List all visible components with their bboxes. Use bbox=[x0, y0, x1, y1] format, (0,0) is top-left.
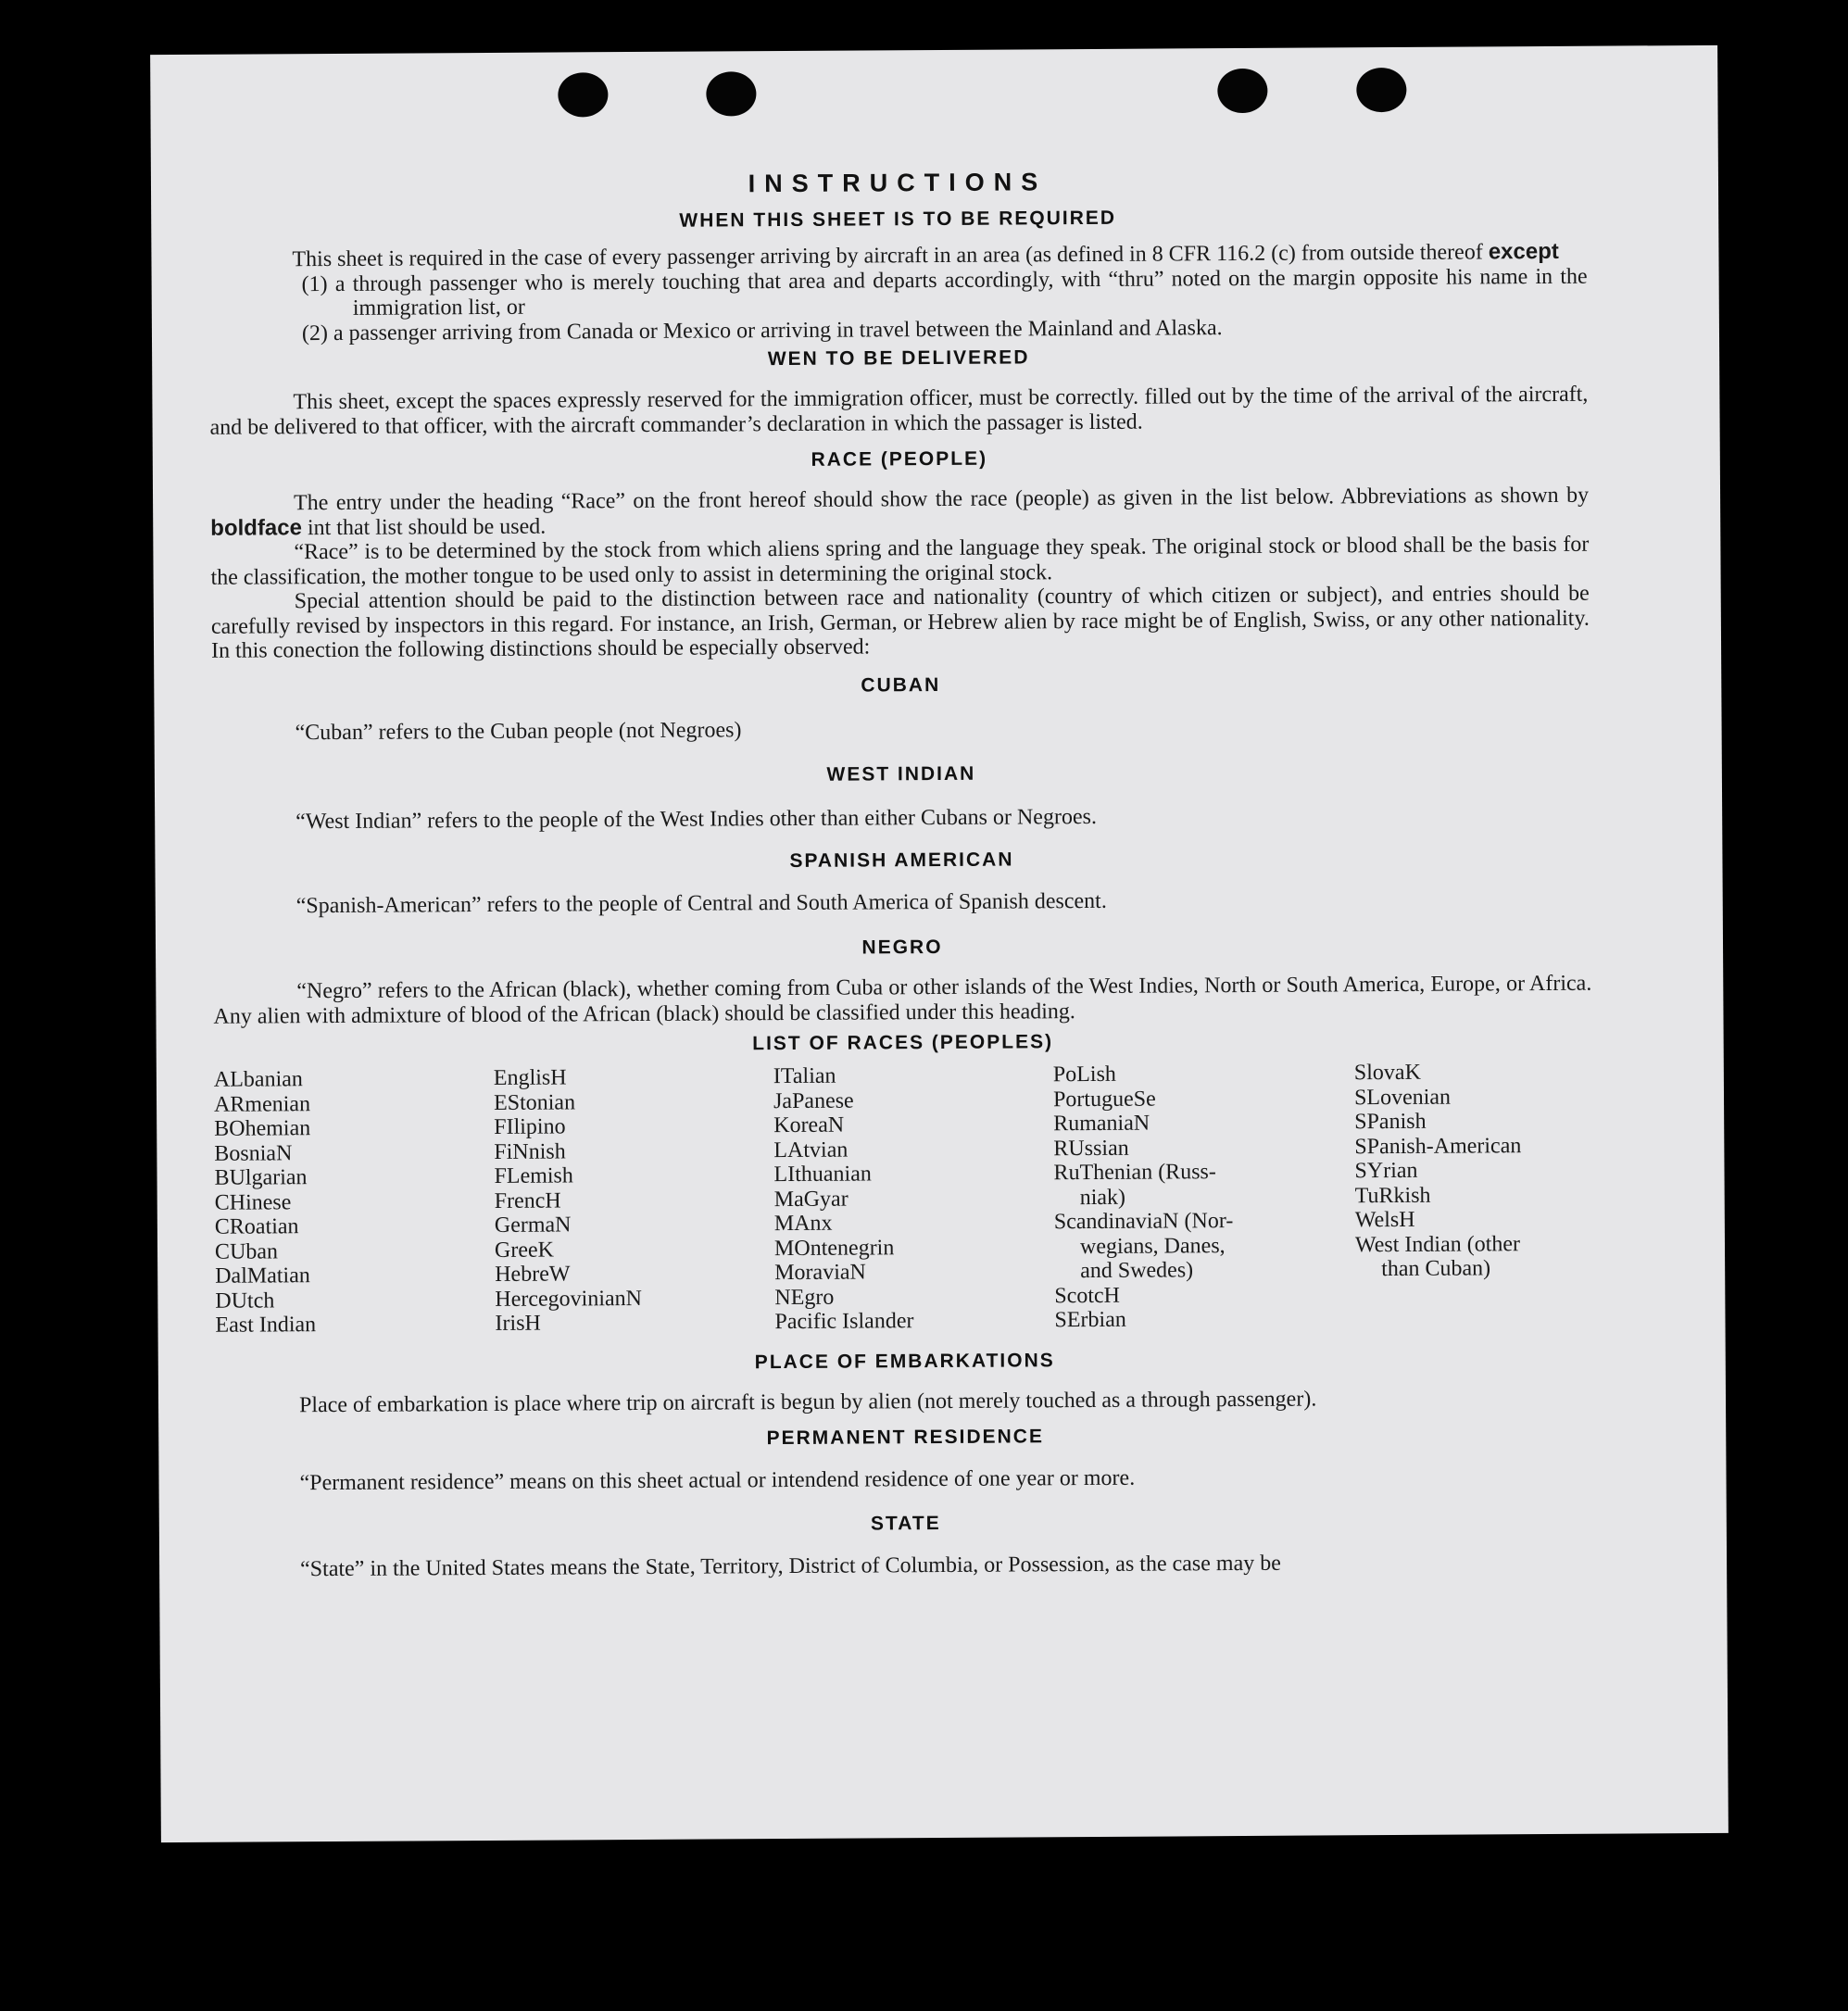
race-item: East Indian bbox=[215, 1313, 317, 1338]
west-indian-text: “West Indian” refers to the people of the West Indies other than either Cubans or Negroes. bbox=[295, 804, 1097, 835]
boldface-keyword: boldface bbox=[210, 514, 303, 541]
race-item: ScandinaviaN (Nor- bbox=[1053, 1209, 1234, 1235]
race-paragraph-3: Special attention should be paid to the distinction between race and nationality (country of which citizen or subject), and entries should be carefully revised by inspectors in this regard. For instance, an Irish, German, or Hebrew alien by race might be of English, Swiss, or any other nationality. In this conection the following distinctions should be especially observed: bbox=[210, 581, 1590, 663]
race-item-continuation: and Swedes) bbox=[1080, 1258, 1194, 1284]
section-heading-west-indian: WEST INDIAN bbox=[826, 762, 976, 786]
race-item: EnglisH bbox=[493, 1065, 567, 1090]
race-item-continuation: niak) bbox=[1079, 1185, 1126, 1210]
races-column-1 bbox=[214, 1066, 496, 1338]
race-item-continuation: wegians, Danes, bbox=[1079, 1233, 1226, 1259]
cuban-text: “Cuban” refers to the Cuban people (not Negroes) bbox=[295, 717, 742, 745]
race-item: EStonian bbox=[493, 1089, 576, 1115]
race-item: JaPanese bbox=[773, 1088, 854, 1113]
race-item: IrisH bbox=[495, 1311, 541, 1336]
race-item: MOntenegrin bbox=[773, 1235, 895, 1261]
race-item: FrencH bbox=[494, 1188, 561, 1213]
section-heading-race: RACE (PEOPLE) bbox=[811, 447, 988, 471]
race-item: WelsH bbox=[1354, 1207, 1415, 1233]
race-paragraph-1: The entry under the heading “Race” on the front hereof should show the race (people) as given in the list below. Abbreviations as shown by boldface int that list should be used. bbox=[210, 483, 1590, 541]
punch-hole bbox=[1217, 69, 1267, 113]
race-item: MAnx bbox=[773, 1211, 833, 1237]
race-item: SErbian bbox=[1054, 1307, 1126, 1333]
exception-item-1: (1) a through passenger who is merely touching that area and departs accordingly, with “thru” noted on the margin opposite his name in the immigration list, or bbox=[301, 264, 1588, 321]
race-item: SLovenian bbox=[1353, 1085, 1452, 1110]
race-item: ITalian bbox=[773, 1063, 836, 1089]
state-text: “State” in the United States means the State, Territory, District of Columbia, or Possession, as the case may be bbox=[300, 1551, 1281, 1581]
section-heading-state: STATE bbox=[870, 1512, 941, 1534]
section-heading-permanent-residence: PERMANENT RESIDENCE bbox=[766, 1426, 1045, 1450]
races-column-3 bbox=[773, 1062, 1055, 1334]
race-item: BosniaN bbox=[214, 1140, 293, 1166]
race-paragraph-2: “Race” is to be determined by the stock from which aliens spring and the language they speak. The original stock or blood shall be the basis for the classification, the mother tongue to be used only to assist in determining the original stock. bbox=[210, 532, 1590, 590]
section-heading-when-delivered: WEN TO BE DELIVERED bbox=[767, 346, 1030, 371]
race-item: SYrian bbox=[1354, 1158, 1418, 1184]
section-heading-negro: NEGRO bbox=[861, 936, 943, 959]
race-item: DalMatian bbox=[215, 1263, 310, 1288]
section-heading-list-of-races: LIST OF RACES (PEOPLES) bbox=[752, 1031, 1054, 1055]
section-heading-embarkation: PLACE OF EMBARKATIONS bbox=[754, 1349, 1055, 1373]
spanish-american-text: “Spanish-American” refers to the people of Central and South America of Spanish descent. bbox=[295, 888, 1107, 918]
exception-item-2: (2) a passenger arriving from Canada or Mexico or arriving in travel between the Mainland and Alaska. bbox=[301, 315, 1223, 346]
races-column-2 bbox=[494, 1064, 775, 1336]
race-item: LIthuanian bbox=[773, 1162, 872, 1188]
race-item: PortugueSe bbox=[1052, 1087, 1156, 1112]
races-list bbox=[214, 1060, 1594, 1339]
race-item: ARmenian bbox=[213, 1091, 311, 1117]
race-item: LAtvian bbox=[773, 1137, 849, 1163]
when-required-intro: This sheet is required in the case of every passenger arriving by aircraft in an area (as defined in 8 CFR 116.2 (c) from outside thereof except bbox=[292, 238, 1559, 272]
section-heading-cuban: CUBAN bbox=[861, 673, 941, 697]
race-item: NEgro bbox=[774, 1285, 835, 1310]
race-item: MaGyar bbox=[773, 1187, 849, 1212]
instructions-content bbox=[208, 165, 1595, 1582]
race-item: SlovaK bbox=[1353, 1060, 1421, 1086]
race-item: FiNnish bbox=[494, 1138, 566, 1164]
race-item: CUban bbox=[214, 1238, 279, 1264]
permanent-residence-text: “Permanent residence” means on this sheet actual or intendend residence of one year or more. bbox=[299, 1465, 1136, 1496]
race-item: RuThenian (Russ- bbox=[1053, 1160, 1216, 1186]
race-item: GermaN bbox=[494, 1213, 572, 1238]
race-item: HebreW bbox=[495, 1262, 571, 1287]
race-item: ScotcH bbox=[1054, 1283, 1121, 1308]
race-item: CRoatian bbox=[214, 1214, 299, 1239]
race-item: KoreaN bbox=[773, 1112, 845, 1138]
page-title: INSTRUCTIONS bbox=[748, 168, 1048, 198]
race-item: BUlgarian bbox=[214, 1165, 308, 1190]
race-item: SPanish bbox=[1354, 1109, 1427, 1135]
embarkation-text: Place of embarkation is place where trip on aircraft is begun by alien (not merely touched as a through passenger). bbox=[298, 1387, 1317, 1417]
race-item: ALbanian bbox=[213, 1067, 303, 1092]
race-item: West Indian (other bbox=[1354, 1231, 1521, 1257]
negro-text: “Negro” refers to the African (black), whether coming from Cuba or other islands of the West Indies, North or South America, Europe, or Africa. Any alien with admixture of blood of the African (black) should be classified under this heading. bbox=[213, 971, 1592, 1029]
race-item: GreeK bbox=[494, 1238, 555, 1263]
when-delivered-text: This sheet, except the spaces expressly reserved for the immigration officer, must be correctly. filled out by the time of the arrival of the aircraft, and be delivered to that officer, with the aircraft commander’s declaration in which the passager is listed. bbox=[209, 382, 1589, 440]
section-heading-when-required: WHEN THIS SHEET IS TO BE REQUIRED bbox=[679, 207, 1117, 232]
race-item: SPanish-American bbox=[1354, 1133, 1522, 1159]
race-item: HercegovinianN bbox=[495, 1286, 643, 1312]
race-item: FIlipino bbox=[494, 1114, 566, 1139]
race-item: PoLish bbox=[1052, 1062, 1116, 1087]
race-item: BOhemian bbox=[214, 1116, 311, 1141]
race-item: Pacific Islander bbox=[774, 1309, 914, 1335]
race-item: CHinese bbox=[214, 1189, 292, 1215]
race-item: RumaniaN bbox=[1053, 1111, 1150, 1137]
race-item: DUtch bbox=[215, 1288, 275, 1313]
race-item: MoraviaN bbox=[774, 1260, 866, 1286]
punch-hole bbox=[558, 72, 608, 117]
race-item: RUssian bbox=[1053, 1136, 1129, 1161]
races-column-4 bbox=[1053, 1061, 1356, 1332]
race-item: FLemish bbox=[494, 1163, 573, 1188]
race-item: TuRkish bbox=[1354, 1183, 1431, 1208]
except-keyword: except bbox=[1488, 238, 1559, 265]
section-heading-spanish-american: SPANISH AMERICAN bbox=[789, 848, 1014, 872]
races-column-5 bbox=[1354, 1060, 1594, 1331]
punch-hole bbox=[1356, 68, 1406, 112]
race-item-continuation: than Cuban) bbox=[1381, 1256, 1491, 1282]
punch-hole bbox=[706, 71, 756, 116]
document-sheet bbox=[150, 45, 1729, 1842]
